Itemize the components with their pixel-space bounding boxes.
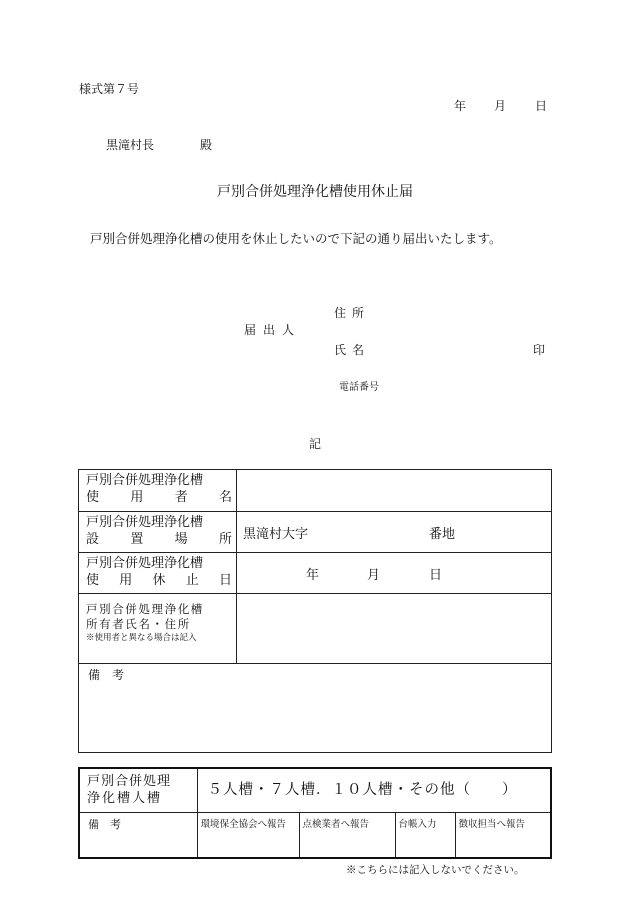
table-row bbox=[79, 470, 552, 512]
honorific: 殿 bbox=[200, 138, 213, 152]
label-char: 使 bbox=[86, 490, 100, 505]
label-line: 戸別合併処理浄化槽 bbox=[86, 473, 204, 488]
label-char: 用 bbox=[130, 490, 144, 505]
label-char: 置 bbox=[130, 532, 144, 547]
intro-text: 戸別合併処理浄化槽の使用を休止したいので下記の通り届出いたします。 bbox=[90, 231, 502, 246]
label-char: 休 bbox=[152, 573, 166, 588]
label-line bbox=[86, 572, 232, 589]
label-char: 日 bbox=[218, 573, 232, 588]
suspension-day: 日 bbox=[429, 568, 443, 583]
table-row bbox=[79, 553, 552, 594]
label-line: 戸別合併処理浄化槽 bbox=[86, 602, 204, 616]
footnote: ※こちらには記入しないでください。 bbox=[346, 864, 525, 876]
label-char: 名 bbox=[218, 490, 232, 505]
suspension-date-label bbox=[79, 553, 237, 594]
user-name-field[interactable] bbox=[237, 470, 552, 512]
label-line bbox=[86, 531, 232, 548]
label-line: 所有者氏名・住所 bbox=[86, 617, 191, 631]
date-month: 月 bbox=[494, 99, 507, 113]
phone-label: 電話番号 bbox=[339, 382, 379, 393]
label-line: 戸別合併処理浄化槽 bbox=[86, 515, 204, 530]
location-suffix: 番地 bbox=[429, 527, 456, 542]
collection-report-cell[interactable] bbox=[455, 812, 551, 858]
office-remarks-label: 備考 bbox=[88, 817, 132, 831]
label-line bbox=[86, 489, 232, 506]
remarks-label: 備考 bbox=[88, 668, 137, 682]
table-row bbox=[79, 594, 552, 664]
name-label: 氏名 bbox=[334, 343, 371, 357]
label-char: 用 bbox=[119, 573, 133, 588]
date-day: 日 bbox=[535, 99, 548, 113]
table-row bbox=[79, 812, 551, 858]
capacity-options[interactable]: ５人槽・７人槽．１０人槽・その他（ ） bbox=[197, 768, 551, 812]
addressee: 黒滝村長 bbox=[106, 138, 155, 152]
ki-heading: 記 bbox=[308, 437, 321, 451]
env-report-cell[interactable] bbox=[197, 812, 299, 858]
owner-field[interactable] bbox=[237, 594, 552, 664]
label-char: 場 bbox=[174, 532, 188, 547]
seal-mark: 印 bbox=[533, 343, 546, 357]
label-line: 戸別合併処理浄化槽 bbox=[86, 556, 204, 571]
location-prefix: 黒滝村大字 bbox=[243, 527, 309, 542]
address-label: 住所 bbox=[334, 306, 371, 320]
user-name-label bbox=[79, 470, 237, 512]
env-report-label: 環境保全協会へ報告 bbox=[200, 818, 287, 830]
label-char: 設 bbox=[86, 532, 100, 547]
inspector-report-label: 点検業者へ報告 bbox=[302, 818, 370, 830]
office-remarks-cell[interactable] bbox=[79, 812, 197, 858]
label-char: 所 bbox=[218, 532, 232, 547]
owner-label bbox=[79, 594, 237, 664]
main-form-table bbox=[78, 469, 552, 753]
remarks-field[interactable] bbox=[79, 664, 552, 753]
collection-report-label: 徴収担当へ報告 bbox=[458, 818, 526, 830]
suspension-year: 年 bbox=[306, 568, 320, 583]
document-title: 戸別合併処理浄化槽使用休止届 bbox=[217, 184, 413, 200]
label-char: 者 bbox=[174, 490, 188, 505]
label-line: 戸別合併処理 bbox=[87, 774, 172, 789]
owner-note: ※使用者と異なる場合は記入 bbox=[86, 633, 197, 643]
location-field[interactable] bbox=[237, 512, 552, 553]
suspension-date-field[interactable] bbox=[237, 553, 552, 594]
form-number: 様式第７号 bbox=[79, 82, 140, 96]
ledger-entry-label: 台帳入力 bbox=[398, 818, 437, 830]
label-char: 止 bbox=[185, 573, 199, 588]
table-row bbox=[79, 664, 552, 753]
notifier-label: 届出人 bbox=[244, 323, 302, 337]
date-year: 年 bbox=[454, 99, 467, 113]
label-char: 使 bbox=[86, 573, 100, 588]
table-row bbox=[79, 512, 552, 553]
inspector-report-cell[interactable] bbox=[299, 812, 395, 858]
table-row bbox=[79, 768, 551, 812]
capacity-label bbox=[79, 768, 197, 812]
suspension-month: 月 bbox=[367, 568, 381, 583]
label-line: 浄化槽人槽 bbox=[87, 791, 163, 806]
location-label bbox=[79, 512, 237, 553]
office-use-table bbox=[78, 767, 552, 859]
ledger-entry-cell[interactable] bbox=[395, 812, 455, 858]
